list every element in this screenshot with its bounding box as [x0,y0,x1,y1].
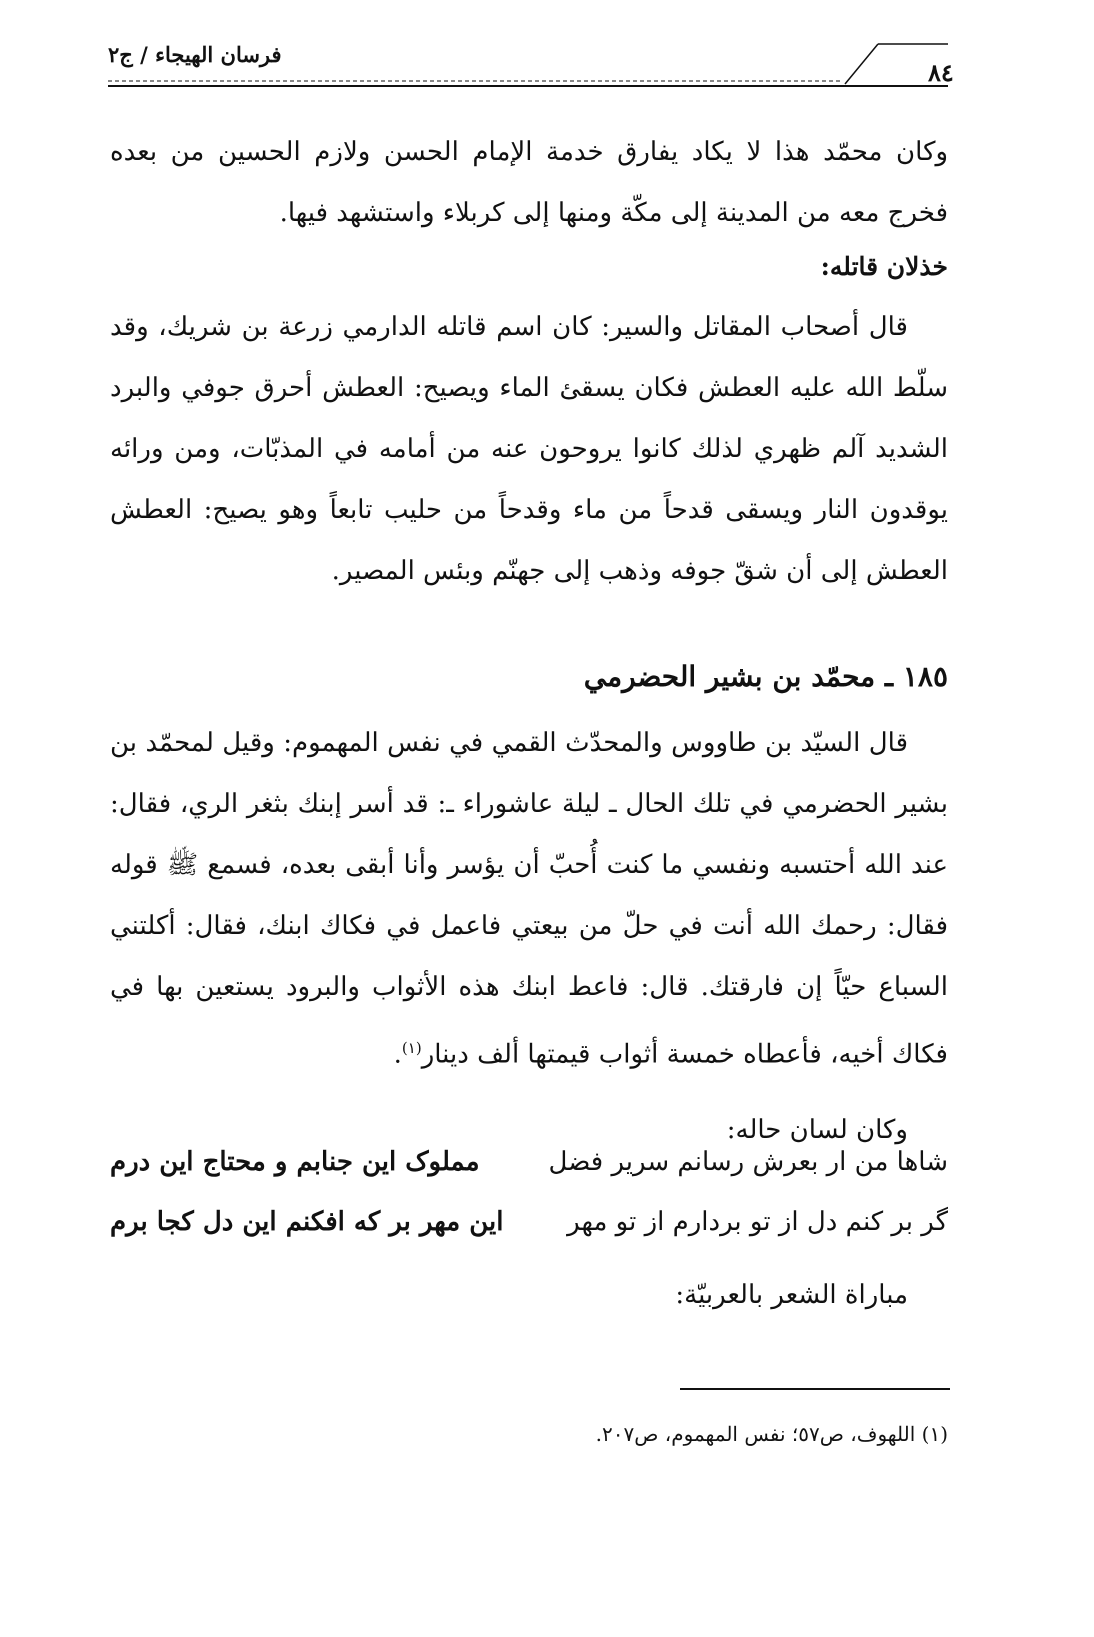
verse-2-right-hemistich: گر بر کنم دل از تو بردارم از تو مهر [567,1207,948,1237]
paragraph-3 [110,713,948,1086]
verse-2-left-hemistich: اين مهر بر كه افكنم اين دل كجا برم [110,1207,504,1237]
verse-1-left-hemistich: مملوک اين جنابم و محتاج اين درم [110,1147,480,1177]
verse-1-right-hemistich: شاها من ار بعرش رسانم سرير فضل [548,1147,948,1177]
paragraph-4: وكان لسان حاله: [726,1115,908,1145]
verse-line-2 [110,1207,948,1268]
page-number: ٨٤ [928,58,954,87]
paragraph-3-end: . [393,1039,402,1070]
footnote-1: (١) اللهوف، ص٥٧؛ نفس المهموم، ص٢٠٧. [595,1422,948,1446]
footnote-marker: (١) [401,1039,422,1057]
paragraph-1: وكان محمّد هذا لا يكاد يفارق خدمة الإمام الحسن ولازم الحسين من بعده فخرج معه من المدينة إلى مكّة ومنها إلى كربلاء واستشهد فيها. [110,137,948,228]
paragraph-3-text: قال السيّد بن طاووس والمحدّث القمي في نفس المهموم: وقيل لمحمّد بن بشير الحضرمي في تلك الحال ـ ليلة عاشوراء ـ: قد أسر إبنك بثغر الري، فقال: عند الله أحتسبه ونفسي ما كنت أُحبّ أن يؤسر وأنا أبقى بعده، فسمع ﷺ قوله فقال: رحمك الله أنت في حلّ من بيعتي فاعمل في فكاك ابنك، فقال: أكلتني السباع حيّاً إن فارقتك. قال: فاعط ابنك هذه الأثواب والبرود يستعين بها في فكاك أخيه، فأعطاه خمسة أثواب قيمتها ألف دينار [110,728,948,1070]
subheading-killer: خذلان قاتله: [820,252,948,281]
running-head-title: فرسان الهيجاء / ج٢ [108,42,282,67]
paragraph-2: قال أصحاب المقاتل والسير: كان اسم قاتله الدارمي زرعة بن شريك، وقد سلّط الله عليه العطش فكان يسقئ الماء ويصيح: العطش أحرق جوفي والبرد الشديد آلم ظهري لذلك كانوا يروحون عنه من أمامه في المذبّات، ومن ورائه يوقدون النار ويسقى قدحاً من ماء وقدحاً من حليب تابعاً وهو يصيح: العطش العطش إلى أن شقّ جوفه وذهب إلى جهنّم وبئس المصير. [110,312,948,586]
verse-line-1 [110,1147,948,1208]
arabic-poetry-note: مباراة الشعر بالعربيّة: [675,1280,908,1310]
footnote-rule [680,1388,950,1390]
section-heading: ١٨٥ ـ محمّد بن بشير الحضرمي [583,660,948,693]
